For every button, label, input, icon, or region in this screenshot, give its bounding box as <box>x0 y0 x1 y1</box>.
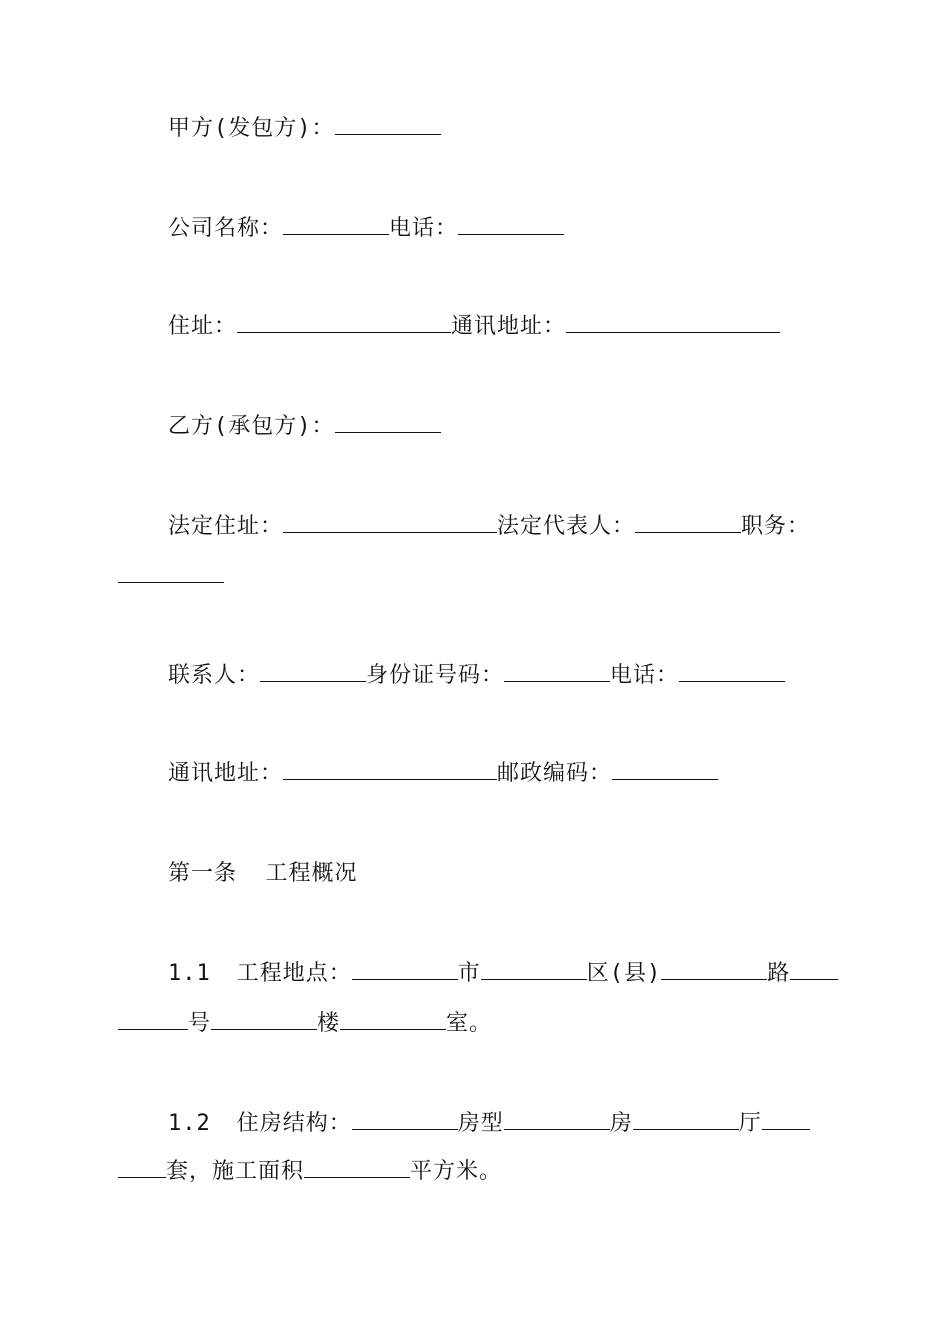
party-b-row <box>118 403 888 451</box>
party-a-blank[interactable] <box>335 116 441 135</box>
address-row <box>118 303 888 351</box>
article1-title: 第一条 工程概况 <box>168 861 358 886</box>
legal-rep-blank[interactable] <box>635 514 741 533</box>
structure-label: 住房结构： <box>236 1111 352 1136</box>
rooms-label: 房 <box>609 1111 633 1136</box>
number-label: 号 <box>188 1011 212 1036</box>
rooms-blank[interactable] <box>633 1111 739 1130</box>
room-blank[interactable] <box>340 1011 446 1030</box>
position-blank[interactable] <box>118 564 224 583</box>
company-label: 公司名称： <box>168 216 284 241</box>
area-unit-label: 平方米。 <box>410 1159 503 1184</box>
id-blank[interactable] <box>504 663 610 682</box>
position-row-cont <box>118 553 838 601</box>
type-blank[interactable] <box>504 1111 610 1130</box>
number-blank-end[interactable] <box>118 1011 188 1030</box>
legal-address-row <box>118 503 888 551</box>
structure-blank[interactable] <box>352 1111 458 1130</box>
contact-label: 联系人： <box>168 663 261 688</box>
halls-blank-end[interactable] <box>118 1159 166 1178</box>
article1-heading <box>118 850 888 898</box>
sets-label: 套，施工面积 <box>166 1159 305 1184</box>
road-label: 路 <box>767 961 791 986</box>
halls-blank-start[interactable] <box>762 1111 810 1130</box>
legal-address-label: 法定住址： <box>168 514 284 539</box>
id-label: 身份证号码： <box>366 663 505 688</box>
legal-address-blank[interactable] <box>283 514 497 533</box>
party-a-row <box>118 105 888 153</box>
mail-address-label: 通讯地址： <box>451 314 567 339</box>
company-row <box>118 205 888 253</box>
building-blank[interactable] <box>211 1011 317 1030</box>
address-blank[interactable] <box>237 314 451 333</box>
party-b-phone-blank[interactable] <box>679 663 785 682</box>
legal-rep-label: 法定代表人： <box>497 514 636 539</box>
district-blank[interactable] <box>481 961 587 980</box>
party-b-mail-blank[interactable] <box>283 761 497 780</box>
road-blank[interactable] <box>661 961 767 980</box>
district-label: 区(县) <box>586 961 662 986</box>
postcode-blank[interactable] <box>612 761 718 780</box>
item-1-1-row <box>118 950 888 998</box>
room-label: 室。 <box>446 1011 493 1036</box>
item-1-2-row-cont <box>118 1148 838 1196</box>
city-label: 市 <box>457 961 481 986</box>
type-label: 房型 <box>457 1111 504 1136</box>
position-label: 职务： <box>741 514 811 539</box>
item-1-1-row-cont <box>118 1000 838 1048</box>
city-blank[interactable] <box>352 961 458 980</box>
mail-address-blank[interactable] <box>566 314 780 333</box>
number-blank-start[interactable] <box>790 961 838 980</box>
postcode-label: 邮政编码： <box>497 761 613 786</box>
item-1-1-num: 1.1 <box>168 961 211 986</box>
phone-label: 电话： <box>389 216 459 241</box>
site-label: 工程地点： <box>236 961 352 986</box>
item-1-2-row <box>118 1100 888 1148</box>
contact-blank[interactable] <box>260 663 366 682</box>
mail-row <box>118 750 888 798</box>
building-label: 楼 <box>317 1011 341 1036</box>
contact-row <box>118 652 888 700</box>
party-b-phone-label: 电话： <box>610 663 680 688</box>
address-label: 住址： <box>168 314 238 339</box>
phone-blank[interactable] <box>458 216 564 235</box>
item-1-2-num: 1.2 <box>168 1111 211 1136</box>
party-b-mail-label: 通讯地址： <box>168 761 284 786</box>
area-blank[interactable] <box>304 1159 410 1178</box>
party-b-blank[interactable] <box>335 414 441 433</box>
company-blank[interactable] <box>283 216 389 235</box>
party-a-title: 甲方(发包方)： <box>168 116 335 141</box>
party-b-title: 乙方(承包方)： <box>168 414 335 439</box>
halls-label: 厅 <box>738 1111 762 1136</box>
